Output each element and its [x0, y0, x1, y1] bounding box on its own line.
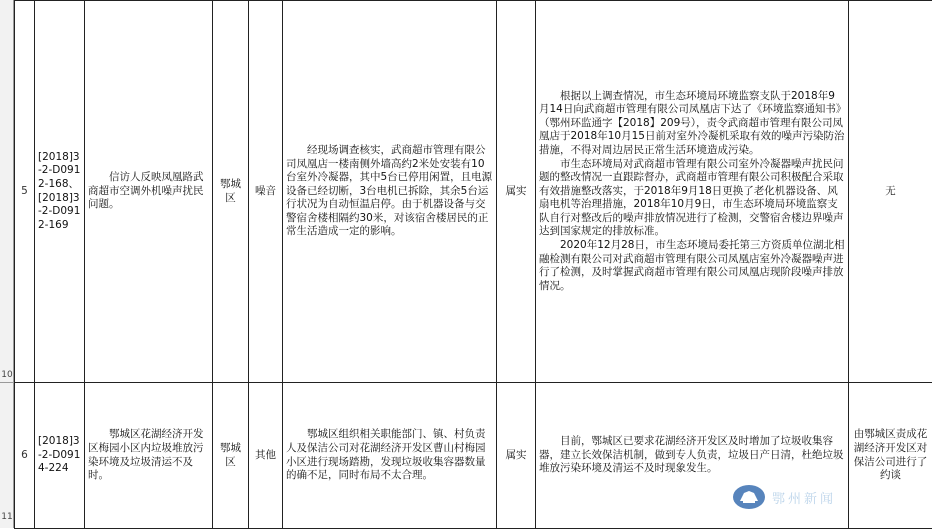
row-number: 10 — [1, 370, 13, 380]
case-table — [14, 0, 932, 529]
row-header-11[interactable] — [0, 382, 14, 528]
category-cell[interactable]: 噪音 — [249, 1, 283, 383]
case-code-cell[interactable]: [2018]3-2-D0914-224 — [35, 383, 85, 529]
rectification-paragraph: 目前，鄂城区已要求花湖经济开发区及时增加了垃圾收集容器，建立长效保洁机制，做到专人负责，垃圾日产日清，杜绝垃圾堆放污染环境及清运不及时现象发生。 — [539, 435, 845, 476]
district-cell[interactable]: 鄂城区 — [213, 383, 249, 529]
case-code-cell[interactable]: [2018]3-2-D0912-168、[2018]3-2-D0912-169 — [35, 1, 85, 383]
verification-text: 鄂城区组织相关职能部门、镇、村负责人及保洁公司对花湖经济开发区曹山村梅园小区进行现场踏勘，发现垃圾收集容器数量的确不足，同时布局不太合理。 — [286, 428, 493, 482]
watermark-text: 鄂州新闻 — [772, 488, 836, 507]
accountability-cell[interactable]: 无 — [849, 1, 932, 383]
rectification-cell[interactable] — [536, 383, 849, 529]
table-row — [15, 383, 932, 529]
rectification-paragraph: 根据以上调查情况，市生态环境局环境监察支队于2018年9月14日向武商超市管理有限公司凤凰店下达了《环境监察通知书》（鄂州环监通字【2018】209号），责令武商超市管理有限公司凤凰店于2018年10月15日前对室外冷凝机采取有效的噪声污染防治措施，不得对周边居民正常生活环境造成污染。 — [539, 90, 845, 158]
district-cell[interactable]: 鄂城区 — [213, 1, 249, 383]
row-index-cell[interactable]: 6 — [15, 383, 35, 529]
row-header-10[interactable] — [0, 0, 14, 382]
category-cell[interactable]: 其他 — [249, 383, 283, 529]
complaint-text: 鄂城区花湖经济开发区梅园小区内垃圾堆放污染环境及垃圾清运不及时。 — [88, 428, 209, 482]
rectification-paragraph: 2020年12月28日，市生态环境局委托第三方资质单位湖北相融检测有限公司对武商超市管理有限公司凤凰店室外冷凝器噪声进行了检测，及时掌握武商超市管理有限公司凤凰店现阶段噪声排放情况。 — [539, 239, 845, 293]
verification-cell[interactable] — [283, 383, 497, 529]
complaint-text: 信访人反映凤凰路武商超市空调外机噪声扰民问题。 — [88, 171, 209, 212]
result-cell[interactable]: 属实 — [497, 1, 536, 383]
accountability-cell[interactable]: 由鄂城区责成花湖经济开发区对保洁公司进行了约谈 — [849, 383, 932, 529]
rectification-cell[interactable] — [536, 1, 849, 383]
result-cell[interactable]: 属实 — [497, 383, 536, 529]
verification-text: 经现场调查核实，武商超市管理有限公司凤凰店一楼南侧外墙高约2米处安装有10台室外冷凝器，其中5台已停用闲置，且电源设备已经切断，3台电机已拆除，其余5台运行状况为自动恒温启停。由于机器设备与交警宿舍楼相隔约30米，对该宿舍楼居民的正常生活造成一定的影响。 — [286, 144, 493, 239]
complaint-cell[interactable] — [85, 383, 213, 529]
verification-cell[interactable] — [283, 1, 497, 383]
rectification-paragraph: 市生态环境局对武商超市管理有限公司室外冷凝器噪声扰民问题的整改情况一直跟踪督办，武商超市管理有限公司积极配合采取有效措施整改落实，于2018年9月18日更换了老化机器设备、风扇电机等治理措施，2018年10月9日，市生态环境局环境监察支队自行对整改后的噪声排放情况进行了检测，交警宿舍楼边界噪声达到国家规定的排放标准。 — [539, 158, 845, 240]
table-row — [15, 1, 932, 383]
row-number: 11 — [1, 512, 13, 522]
complaint-cell[interactable] — [85, 1, 213, 383]
row-index-cell[interactable]: 5 — [15, 1, 35, 383]
